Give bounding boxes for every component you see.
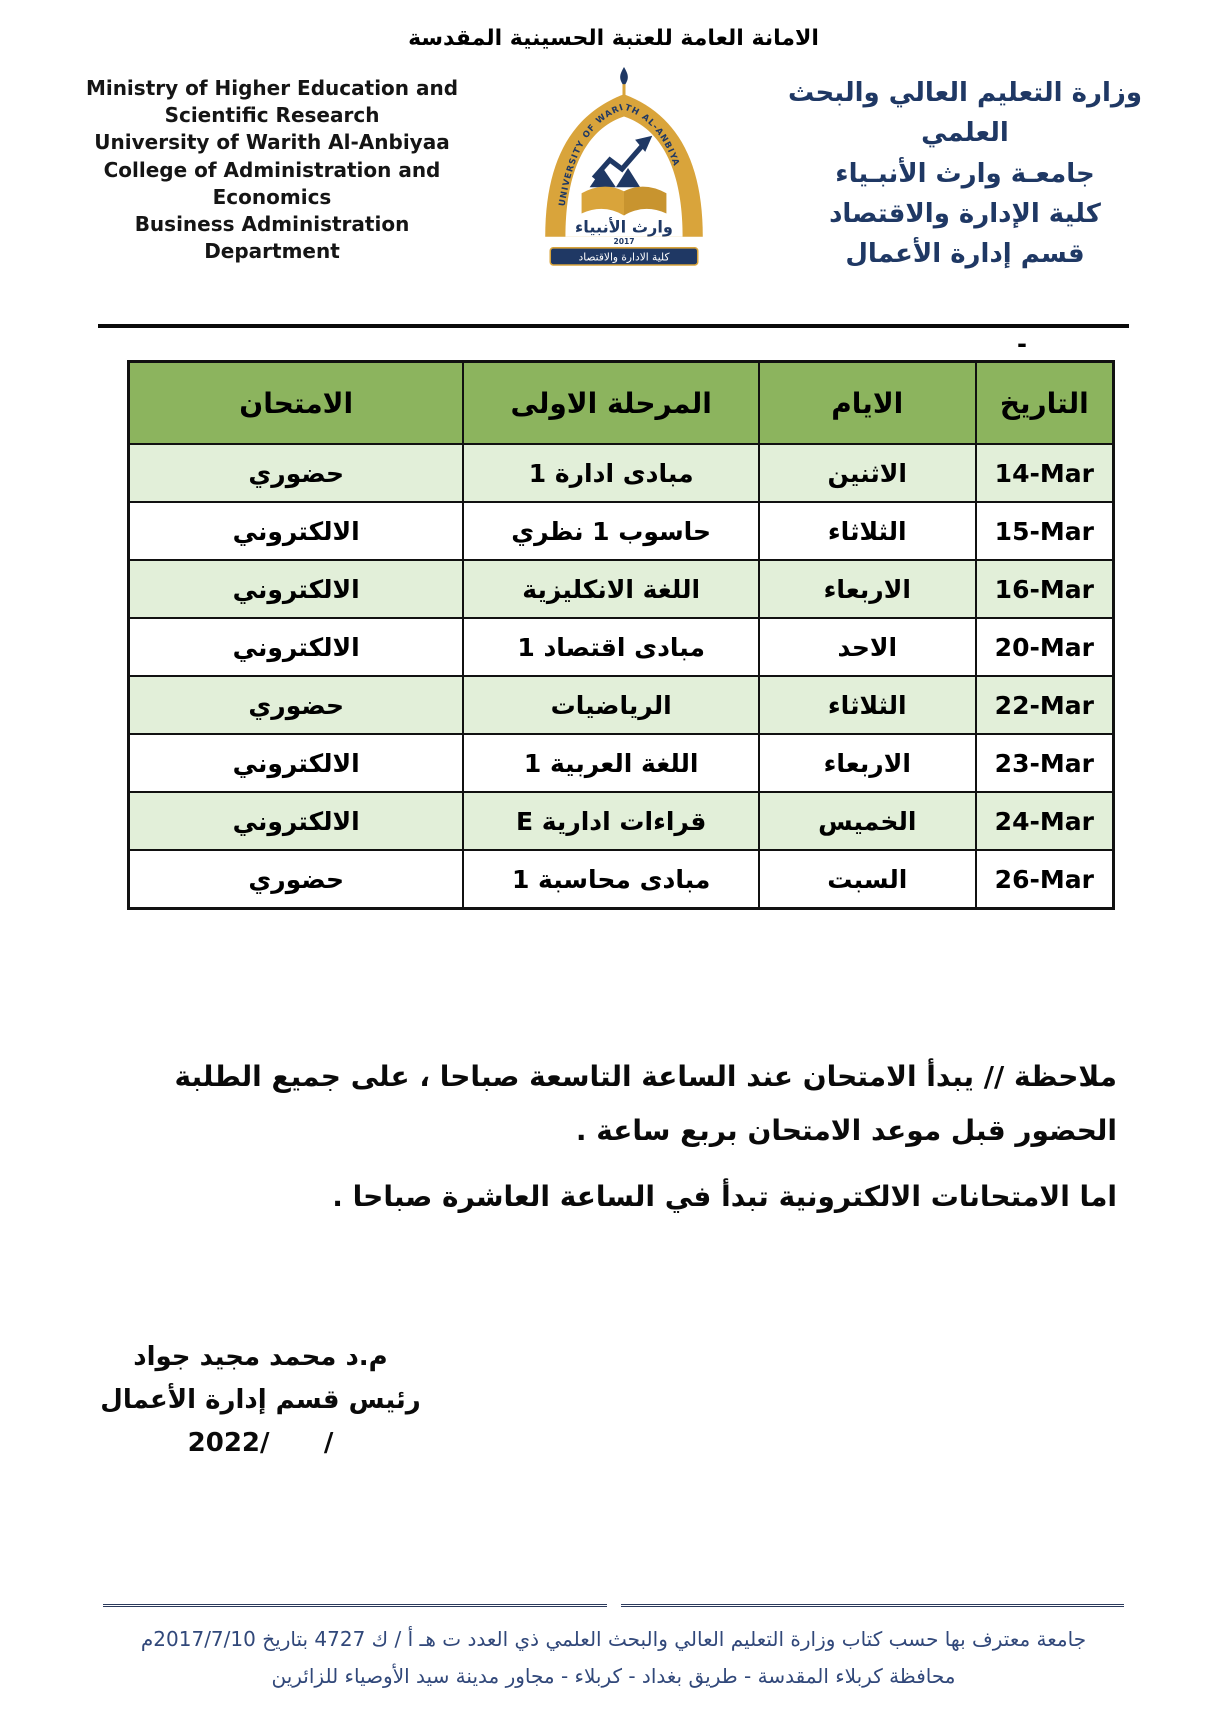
exam-type-cell: حضوري [129,444,464,502]
subject-cell: اللغة الانكليزية [463,560,759,618]
day-cell: الخميس [759,792,976,850]
day-cell: الاربعاء [759,560,976,618]
logo-banner-text: كلية الادارة والاقتصاد [578,251,669,264]
subject-cell: مبادى اقتصاد 1 [463,618,759,676]
arabic-header-line: جامعـة وارث الأنبـياء [835,158,1095,189]
table-row [129,792,1114,850]
subject-cell: قراءات ادارية E [463,792,759,850]
english-header-line: Scientific Research [164,103,380,128]
date-cell: 24-Mar [976,792,1114,850]
arabic-header-line: قسم إدارة الأعمال [845,239,1085,270]
table-row [129,850,1114,909]
table-row [129,618,1114,676]
signatory-title: رئيس قسم إدارة الأعمال [100,1384,421,1415]
note-line-2: الحضور قبل موعد الامتحان بربع ساعة . [575,1114,1117,1148]
note-line-3: اما الامتحانات الالكترونية تبدأ في الساعة العاشرة صباحا . [332,1179,1117,1213]
english-header-line: Ministry of Higher Education and [85,76,459,100]
date-cell: 20-Mar [976,618,1114,676]
signature-date: 2022/ / [187,1427,334,1458]
logo-year: 2017 [612,236,635,246]
date-cell: 22-Mar [976,676,1114,734]
holy-shrine-title: الامانة العامة للعتبة الحسينية المقدسة [408,26,819,51]
subject-cell: اللغة العربية 1 [463,734,759,792]
day-cell: الاربعاء [759,734,976,792]
university-emblem-icon [519,65,729,267]
stage-column-header: المرحلة الاولى [463,362,759,445]
exam-schedule-table [127,360,1115,910]
logo-curved-text: UNIVERSITY OF WARITH AL-ANBIYA [557,102,681,208]
day-cell: الاثنين [759,444,976,502]
date-cell: 16-Mar [976,560,1114,618]
english-header-line: Department [204,239,340,264]
table-row [129,444,1114,502]
exam-type-cell: الالكتروني [129,502,464,560]
subject-cell: الرياضيات [463,676,759,734]
table-row [129,734,1114,792]
subject-cell: مبادى ادارة 1 [463,444,759,502]
footer-accreditation-line: جامعة معترف بها حسب كتاب وزارة التعليم العالي والبحث العلمي ذي العدد ت هـ أ / ك 4727 بتاريخ 2017/7/10م [140,1627,1087,1651]
date-cell: 23-Mar [976,734,1114,792]
university-logo [516,65,731,267]
signatory-name: م.د محمد مجيد جواد [133,1341,388,1372]
english-header-line: Business Administration [134,211,410,236]
table-row [129,560,1114,618]
footer-address-line: محافظة كربلاء المقدسة - طريق بغداد - كربلاء - مجاور مدينة سيد الأوصياء للزائرين [271,1664,956,1688]
date-cell: 26-Mar [976,850,1114,909]
ministry-header-arabic [755,73,1175,274]
note-line-1: ملاحظة // يبدأ الامتحان عند الساعة التاسعة صباحا ، على جميع الطلبة [174,1060,1117,1094]
table-row [129,676,1114,734]
subject-cell: حاسوب 1 نظري [463,502,759,560]
letterhead [0,67,1227,274]
table-row [129,502,1114,560]
ministry-header-english [52,75,492,265]
day-column-header: الايام [759,362,976,445]
page-footer [58,1604,1169,1695]
exam-type-cell: حضوري [129,850,464,909]
english-header-line: University of Warith Al-Anbiyaa [94,130,450,155]
arabic-header-line: وزارة التعليم العالي والبحث العلمي [788,78,1142,149]
exam-type-cell: الالكتروني [129,618,464,676]
english-header-line: College of Administration and [103,157,441,182]
stray-dash-mark: - [1017,330,1027,359]
date-cell: 15-Mar [976,502,1114,560]
signature-block [88,1336,433,1465]
exam-type-cell: الالكتروني [129,734,464,792]
day-cell: السبت [759,850,976,909]
english-header-line: Economics [212,184,332,209]
exam-notes [95,1050,1117,1223]
exam-type-cell: حضوري [129,676,464,734]
arabic-header-line: كلية الإدارة والاقتصاد [829,198,1101,229]
table-header-row [129,362,1114,445]
footer-separator-line [103,1604,1124,1607]
day-cell: الاحد [759,618,976,676]
day-cell: الثلاثاء [759,502,976,560]
subject-cell: مبادى محاسبة 1 [463,850,759,909]
date-column-header: التاريخ [976,362,1114,445]
date-cell: 14-Mar [976,444,1114,502]
exam-column-header: الامتحان [129,362,464,445]
logo-calligraphy: وارث الأنبياء [574,217,673,237]
day-cell: الثلاثاء [759,676,976,734]
exam-type-cell: الالكتروني [129,792,464,850]
exam-type-cell: الالكتروني [129,560,464,618]
